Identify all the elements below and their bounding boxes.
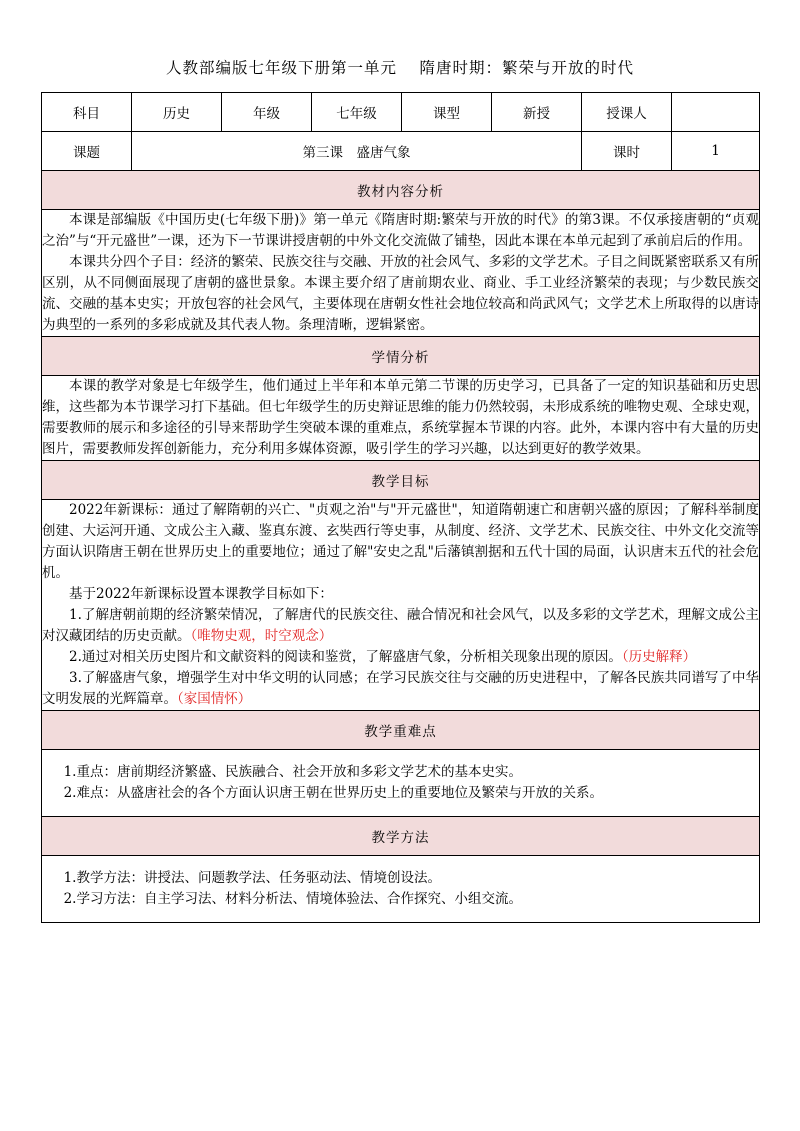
section-title-goals: 教学目标 bbox=[42, 461, 760, 500]
topic-value: 第三课 盛唐气象 bbox=[132, 132, 582, 171]
key-point-item-2: 2.难点：从盛唐社会的各个方面认识唐王朝在世界历史上的重要地位及繁荣与开放的关系。 bbox=[63, 785, 603, 801]
lesson-type-label: 课型 bbox=[402, 93, 492, 132]
section-body-key-points bbox=[42, 750, 760, 817]
section-title-material: 教材内容分析 bbox=[42, 171, 760, 210]
lesson-plan-table bbox=[41, 92, 760, 923]
hours-label: 课时 bbox=[582, 132, 672, 171]
goal-item-1 bbox=[42, 605, 759, 647]
goal-1-text: 1.了解唐朝前期的经济繁荣情况，了解唐代的民族交往、融合情况和社会风气，以及多彩的文学艺术，理解文成公主对汉藏团结的历史贡献。 bbox=[42, 607, 759, 644]
grade-label: 年级 bbox=[222, 93, 312, 132]
goal-item-2 bbox=[42, 647, 759, 668]
goals-standard-paragraph: 2022年新课标：通过了解隋朝的兴亡、"贞观之治"与"开元盛世"，知道隋朝速亡和唐朝兴盛的原因；了解科举制度创建、大运河开通、文成公主入藏、鉴真东渡、玄奘西行等史事，从制度、经济、文学艺术、民族交往、中外文化交流等方面认识隋唐王朝在世界历史上的重要地位；通过了解"安史之乱"后藩镇割据和五代十国的局面，认识唐末五代的社会危机。 bbox=[42, 502, 759, 581]
goal-1-competency-tag: （唯物史观，时空观念） bbox=[190, 628, 333, 644]
section-header-goals bbox=[42, 461, 760, 500]
goal-3-text: 3.了解盛唐气象，增强学生对中华文明的认同感；在学习民族交往与交融的历史进程中，了解各民族共同谱写了中华文明发展的光辉篇章。 bbox=[42, 670, 759, 707]
section-body-goals bbox=[42, 500, 760, 711]
students-paragraph-1: 本课的教学对象是七年级学生，他们通过上半年和本单元第二节课的历史学习，已具备了一定的知识基础和历史思维，这些都为本节课学习打下基础。但七年级学生的历史辩证思维的能力仍然较弱，未形成系统的唯物史观、全球史观，需要教师的展示和多途径的引导来帮助学生突破本课的重难点，系统掌握本节课的内容。此外，本课内容中有大量的历史图片，需要教师发挥创新能力，充分利用多媒体资源，吸引学生的学习兴趣，以达到更好的教学效果。 bbox=[42, 378, 759, 457]
subject-value: 历史 bbox=[132, 93, 222, 132]
key-point-item-1: 1.重点：唐前期经济繁盛、民族融合、社会开放和多彩文学艺术的基本史实。 bbox=[63, 764, 522, 780]
section-header-methods bbox=[42, 817, 760, 856]
goal-3-competency-tag: （家国情怀） bbox=[177, 691, 252, 707]
section-header-material bbox=[42, 171, 760, 210]
section-body-material bbox=[42, 210, 760, 337]
lesson-type-value: 新授 bbox=[492, 93, 582, 132]
header-row-1 bbox=[42, 93, 760, 132]
goal-item-3 bbox=[42, 668, 759, 710]
subject-label: 科目 bbox=[42, 93, 132, 132]
goal-2-competency-tag: （历史解释） bbox=[621, 649, 697, 665]
grade-value: 七年级 bbox=[312, 93, 402, 132]
method-item-1: 1.教学方法：讲授法、问题教学法、任务驱动法、情境创设法。 bbox=[63, 870, 441, 886]
goal-2-text: 2.通过对相关历史图片和文献资料的阅读和鉴赏，了解盛唐气象，分析相关现象出现的原因。 bbox=[69, 649, 622, 665]
section-title-students: 学情分析 bbox=[42, 337, 760, 376]
section-body-students bbox=[42, 376, 760, 461]
material-paragraph-2: 本课共分四个子目：经济的繁荣、民族交往与交融、开放的社会风气、多彩的文学艺术。子目之间既紧密联系又有所区别，从不同侧面展现了唐朝的盛世景象。本课主要介绍了唐前期农业、商业、手工业经济繁荣的表现；与少数民族交流、交融的基本史实；开放包容的社会风气，主要体现在唐朝女性社会地位较高和尚武风气；文学艺术上所取得的以唐诗为典型的一系列的多彩成就及其代表人物。条理清晰，逻辑紧密。 bbox=[42, 254, 759, 333]
section-title-methods: 教学方法 bbox=[42, 817, 760, 856]
section-header-key-points bbox=[42, 711, 760, 750]
teacher-label: 授课人 bbox=[582, 93, 672, 132]
goals-intro-line: 基于2022年新课标设置本课教学目标如下： bbox=[69, 586, 333, 602]
material-paragraph-1: 本课是部编版《中国历史(七年级下册)》第一单元《隋唐时期:繁荣与开放的时代》的第3课。不仅承接唐朝的“贞观之治”与“开元盛世”一课，还为下一节课讲授唐朝的中外文化交流做了铺垫，因此本课在本单元起到了承前启后的作用。 bbox=[42, 212, 759, 249]
method-item-2: 2.学习方法：自主学习法、材料分析法、情境体验法、合作探究、小组交流。 bbox=[63, 891, 522, 907]
section-header-students bbox=[42, 337, 760, 376]
header-row-2 bbox=[42, 132, 760, 171]
section-body-methods bbox=[42, 856, 760, 923]
document-title: 人教部编版七年级下册第一单元 隋唐时期：繁荣与开放的时代 bbox=[166, 59, 634, 77]
hours-value: 1 bbox=[672, 132, 760, 171]
topic-label: 课题 bbox=[42, 132, 132, 171]
section-title-key-points: 教学重难点 bbox=[42, 711, 760, 750]
teacher-value bbox=[672, 93, 760, 132]
